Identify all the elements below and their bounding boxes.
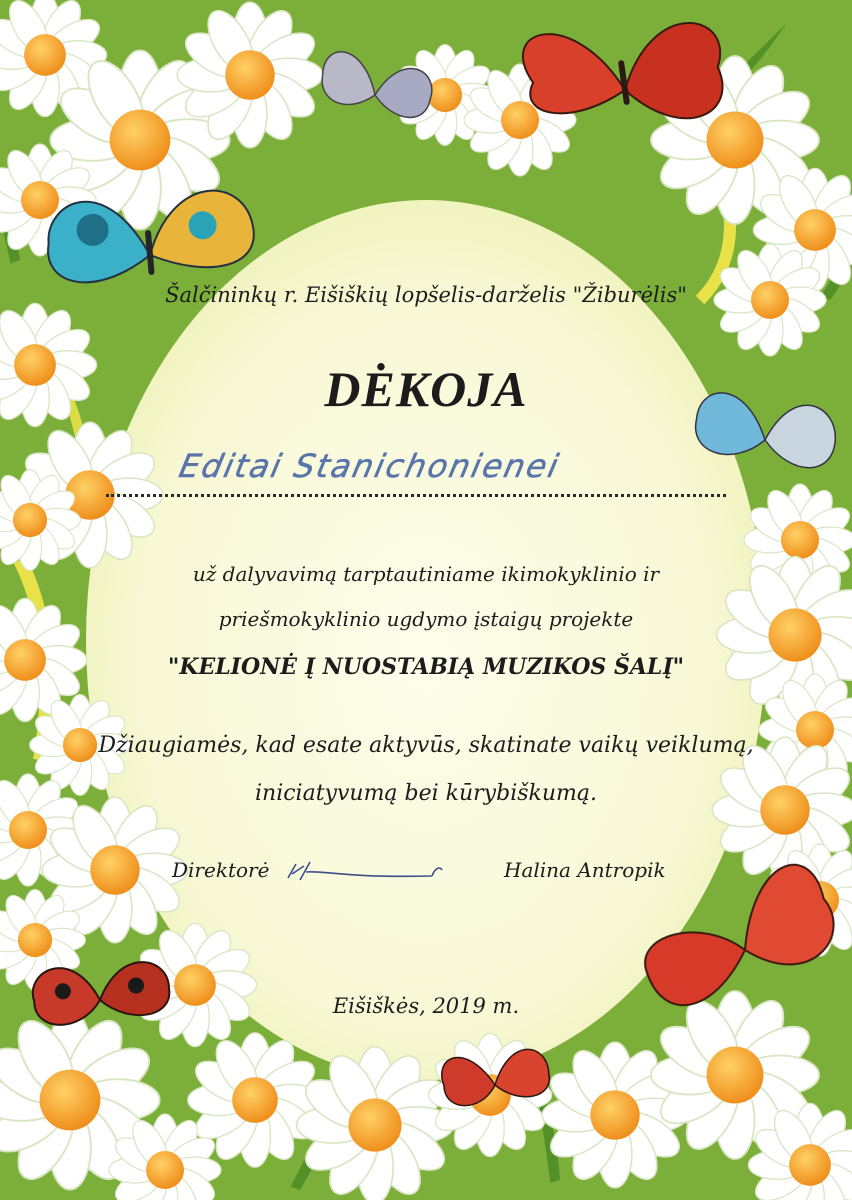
wish-text-line-2: iniciatyvumą bei kūrybiškumą. xyxy=(254,781,597,806)
place-and-date: Eišiškės, 2019 m. xyxy=(332,994,520,1018)
project-name: "KELIONĖ Į NUOSTABIĄ MUZIKOS ŠALĮ" xyxy=(167,654,685,680)
body-text-line-2: priešmokyklinio ugdymo įstaigų projekte xyxy=(218,607,634,631)
handwritten-signature xyxy=(282,856,452,890)
certificate-title: DĖKOJA xyxy=(324,361,528,417)
wish-text-line-1: Džiaugiamės, kad esate aktyvūs, skatinate vaikų veiklumą, xyxy=(98,733,754,758)
signatory-name: Halina Antropik xyxy=(504,858,666,882)
recipient-dotted-line xyxy=(106,494,726,497)
institution-name: Šalčininkų r. Eišiškių lopšelis-darželis "Žiburėlis" xyxy=(165,283,687,307)
signatory-label: Direktorė xyxy=(172,858,270,882)
body-text-line-1: už dalyvavimą tarptautiniame ikimokyklinio ir xyxy=(192,562,660,586)
recipient-name: Editai Stanichonienei xyxy=(175,447,564,485)
